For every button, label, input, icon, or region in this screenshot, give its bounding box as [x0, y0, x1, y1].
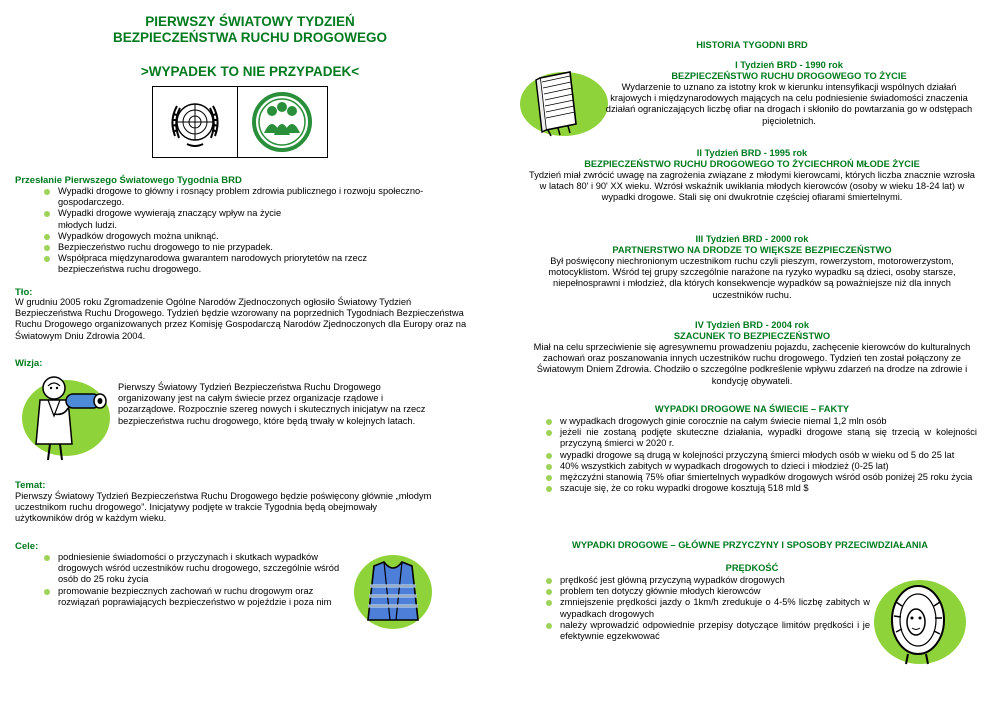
speed-list — [540, 575, 870, 642]
slogan: >WYPADEK TO NIE PRZYPADEK< — [140, 64, 360, 79]
goals-heading: Cele: — [15, 541, 39, 552]
list-item: promowanie bezpiecznych zachowań w ruchu drogowym oraz rozwiązań poprawiających bezpieczeństwo w pojeździe i poza nim — [38, 586, 354, 608]
list-item: zmniejszenie prędkości jazdy o 1km/h zredukuje o 4-5% liczbę zabitych w wypadkach drogowych — [540, 597, 870, 619]
list-item: Wypadków drogowych można uniknąć. — [38, 231, 480, 242]
people-circle-logo-icon — [250, 91, 314, 153]
list-item: wypadki drogowe są drugą w kolejności przyczyną śmierci młodych osób w wieku od 5 do 25 lat — [540, 450, 977, 461]
list-item: 40% wszystkich zabitych w wypadkach drogowych to dzieci i młodzież (0-25 lat) — [540, 461, 977, 472]
page-title: PIERWSZY ŚWIATOWY TYDZIEŃ BEZPIECZEŃSTWA RUCHU DROGOWEGO — [112, 14, 387, 45]
list-item: Wypadki drogowe to główny i rosnący problem zdrowia publicznego i rozwoju społeczno-gospodarczego. — [38, 186, 480, 208]
list-item: jeżeli nie zostaną podjęte skuteczne działania, wypadki drogowe staną się trzecią w kolejności przyczyną śmierci w 2020 r. — [540, 427, 977, 449]
goals-list — [38, 552, 354, 608]
list-item: problem ten dotyczy głównie młodych kierowców — [540, 586, 870, 597]
week-2: II Tydzień BRD - 1995 rok BEZPIECZEŃSTWO RUCHU DROGOWEGO TO ŻYCIECHROŃ MŁODE ŻYCIE Tydzień miał zwrócić uwagę na zagrożenia związane z młodymi kierowcami, których liczba znacznie wzrosła w latach 80' i 90' XX wieku. Wzrósł wskaźnik uwikłania młodych kierowców (osoby w wieku 18-24 lat) w wypadki drogowe. Stali się oni dwukrotnie częściej ofiarami śmiertelnymi. — [529, 148, 975, 203]
man-with-roll-icon — [18, 366, 114, 462]
list-item: należy wprowadzić odpowiednie przepisy dotyczące limitów prędkości i je efektywnie egzekwować — [540, 620, 870, 642]
safety-vest-icon — [352, 550, 434, 632]
list-item: w wypadkach drogowych ginie corocznie na całym świecie niemal 1,2 mln osób — [540, 416, 977, 427]
list-item: Współpraca międzynarodowa gwarantem narodowych priorytetów na rzecz bezpieczeństwa ruchu drogowego. — [38, 253, 398, 275]
history-heading: HISTORIA TYGODNI BRD — [696, 40, 808, 50]
speed-heading: PRĘDKOŚĆ — [725, 563, 779, 573]
un-emblem-icon — [165, 92, 225, 152]
tire-icon — [872, 572, 968, 668]
book-icon — [518, 64, 610, 138]
week-1: I Tydzień BRD - 1990 rok BEZPIECZEŃSTWO RUCHU DROGOWEGO TO ŻYCIE Wydarzenie to uznano za istotny krok w kierunku intensyfikacji wspólnych działań krajowych i międzynarodowych mających na celu podniesienie świadomości znaczenia działań ograniczających liczbę ofiar na drogach i skłoniło do powtarzania go w odstępach pięcioletnich. — [605, 60, 973, 126]
list-item: Bezpieczeństwo ruchu drogowego to nie przypadek. — [38, 242, 480, 253]
background-text: W grudniu 2005 roku Zgromadzenie Ogólne Narodów Zjednoczonych ogłosiło Światowy Tydzień Bezpieczeństwa Ruchu Drogowego. Tydzień będzie wzorowany na poprzednich Tygodniach Bezpieczeństwa Ruchu Drogowego organizowanych przez Komisję Gospodarczą Narodów Zjednoczonych dla Europy oraz na Światowym Dniu Zdrowia 2004. — [15, 297, 467, 341]
theme-heading: Temat: — [15, 480, 46, 491]
vision-text: Pierwszy Światowy Tydzień Bezpieczeństwa Ruchu Drogowego organizowany jest na całym świecie przez organizacje rządowe i pozarządowe. Rozpocznie szereg nowych i skutecznych inicjatyw na rzecz bezpieczeństwa ruchu drogowego, które będą trwały w kolejnych latach. — [118, 382, 426, 426]
message-heading: Przesłanie Pierwszego Światowego Tygodnia BRD — [15, 175, 242, 186]
week-4: IV Tydzień BRD - 2004 rok SZACUNEK TO BEZPIECZEŃSTWO Miał na celu sprzeciwienie się agresywnemu prowadzeniu pojazdu, zachęcenie kierowców do kulturalnych zachowań oraz poszanowania innych uczestników ruchu drogowego. Tydzień ten został połączony ze Światowym Dniem Zdrowia. Chodziło o szczególne podkreślenie wpływu zdarzeń na drodze na zdrowie i kondycję obywateli. — [533, 320, 971, 386]
background-heading: Tło: — [15, 287, 33, 298]
vision-heading: Wizja: — [15, 358, 43, 369]
logos-box — [152, 86, 328, 158]
list-item: mężczyźni stanowią 75% ofiar śmiertelnych wypadków drogowych wśród osób poniżej 25 roku życia — [540, 472, 977, 483]
list-item: podniesienie świadomości o przyczynach i skutkach wypadków drogowych wśród uczestników ruchu drogowego, szczególnie wśród osób do 25 roku życia — [38, 552, 354, 586]
facts-heading: WYPADKI DROGOWE NA ŚWIECIE – FAKTY — [654, 404, 850, 414]
causes-heading: WYPADKI DROGOWE – GŁÓWNE PRZYCZYNY I SPOSOBY PRZECIWDZIAŁANIA — [572, 540, 928, 550]
theme-text: Pierwszy Światowy Tydzień Bezpieczeństwa Ruchu Drogowego będzie poświęcony głównie „młodym uczestnikom ruchu drogowego”. Inicjatywy podjęte w trakcie Tygodnia będą obejmowały użytkowników dróg w każdym wieku. — [15, 491, 432, 524]
list-item: Wypadki drogowe wywierają znaczący wpływ na życie młodych ludzi. — [38, 208, 298, 230]
week-3: III Tydzień BRD - 2000 rok PARTNERSTWO NA DRODZE TO WIĘKSZE BEZPIECZEŃSTWO Był poświęcony niechronionym uczestnikom ruchu czyli pieszym, rowerzystom, motorowerzystom, motocyklistom. Wśród tej grupy szczególnie narażone na ryzyko wypadku są dzieci, osoby starsze, niepełnosprawni i młodzież, dla których konsekwencje wypadków są poważniejsze niż dla innych uczestników ruchu. — [548, 234, 956, 300]
list-item: prędkość jest główną przyczyną wypadków drogowych — [540, 575, 870, 586]
list-item: szacuje się, że co roku wypadki drogowe kosztują 518 mld $ — [540, 483, 977, 494]
facts-list — [540, 416, 977, 494]
message-list — [38, 186, 480, 276]
